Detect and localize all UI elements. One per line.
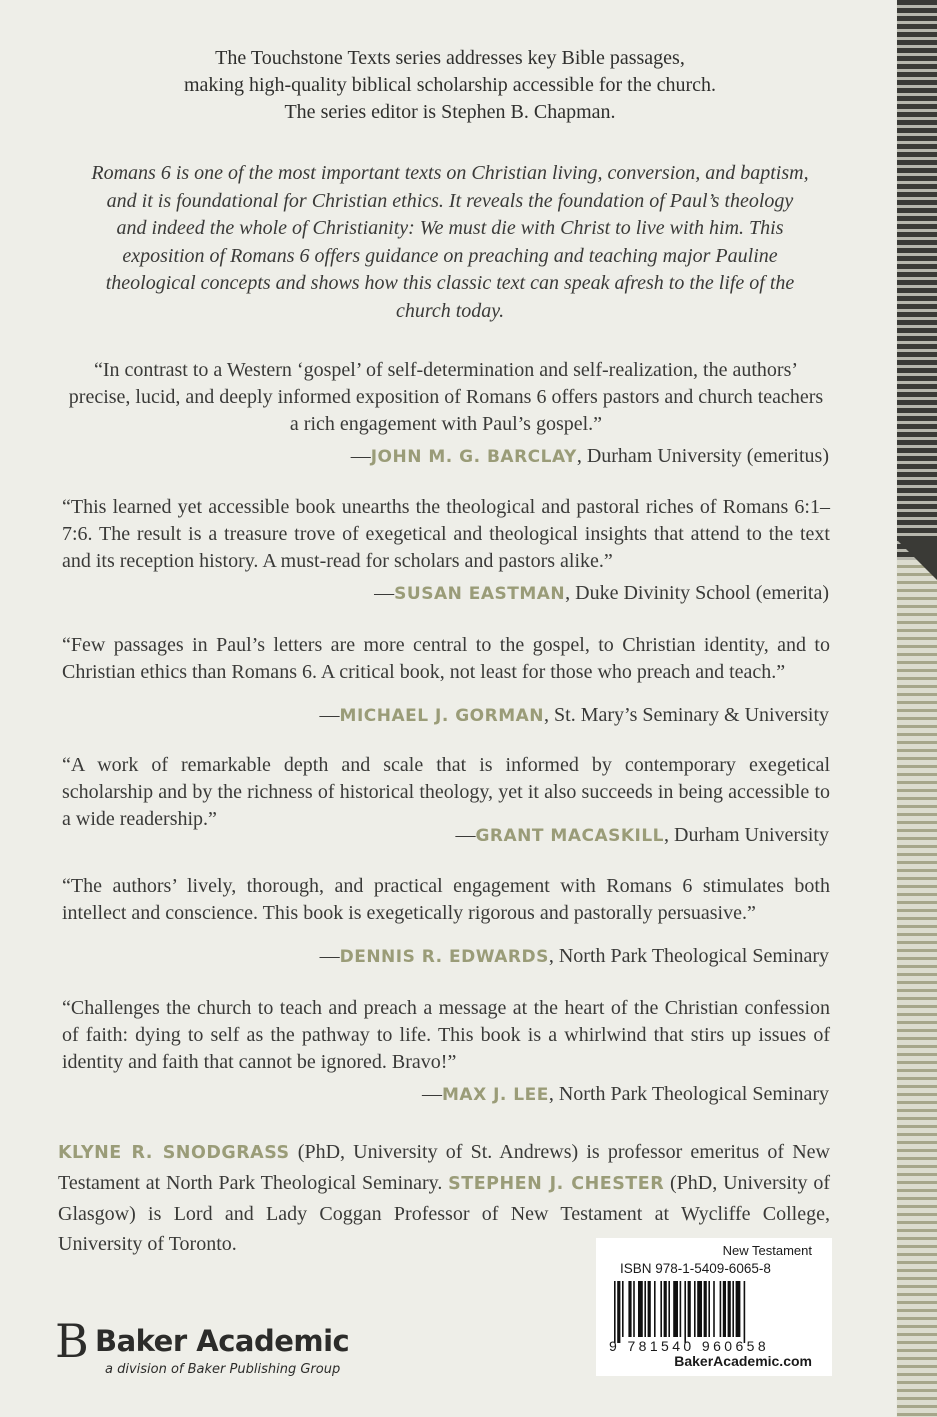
publisher-logo — [55, 1314, 375, 1380]
book-description: Romans 6 is one of the most important texts on Christian living, conversion, and baptism, and it is foundational for Christian ethics. It reveals the foundation of Paul’s theology and indeed the whole of Christianity: We must die with Christ to live with him. This exposition of Romans 6 offers guidance on preaching and teaching major Pauline theological concepts and shows how this classic text can speak afresh to the life of the church today. — [91, 162, 809, 322]
barcode-bar — [648, 1281, 651, 1337]
endorsement-attribution-gorman — [320, 702, 829, 730]
barcode-bar — [668, 1281, 670, 1337]
bisac-category: New Testament — [722, 1243, 812, 1258]
series-intro-line-3: The series editor is Stephen B. Chapman. — [284, 101, 616, 123]
endorser-affiliation: , St. Mary’s Seminary & University — [544, 704, 829, 726]
barcode-bar — [673, 1281, 678, 1337]
barcode-bar — [622, 1281, 624, 1337]
barcode-bar — [688, 1281, 691, 1337]
barcode-bar — [713, 1281, 715, 1337]
author-name-chester: STEPHEN J. CHESTER — [448, 1174, 665, 1194]
barcode-bar — [654, 1281, 656, 1337]
endorsement-quote-gorman: “Few passages in Paul’s letters are more central to the gospel, to Christian identity, and to Christian ethics than Romans 6. A critical book, not least for those who preach and teach.” — [62, 634, 830, 683]
barcode-bar — [708, 1281, 710, 1337]
spine-notch — [897, 540, 937, 580]
em-dash: — — [350, 445, 371, 467]
endorsement-quote-macaskill: “A work of remarkable depth and scale that is informed by contemporary exegetical scholarship and by the richness of historical theology, yet it also succeeds in being accessible to a wide readership.” — [62, 754, 830, 830]
barcode-bar — [633, 1281, 635, 1337]
barcode-bar — [680, 1281, 682, 1337]
series-intro — [100, 45, 800, 126]
endorser-affiliation: , North Park Theological Seminary — [548, 1083, 829, 1105]
barcode-digits: 9 781540 960658 — [609, 1338, 769, 1354]
barcode-bar — [684, 1281, 686, 1343]
endorsement-attribution-lee — [422, 1081, 829, 1109]
publisher-name: Baker Academic — [95, 1324, 350, 1358]
barcode-bar — [664, 1281, 667, 1337]
endorser-name: MAX J. LEE — [442, 1085, 549, 1105]
endorsement-attribution-barclay — [351, 443, 829, 471]
endorser-affiliation: , Durham University (emeritus) — [576, 445, 829, 467]
barcode-bar — [744, 1281, 746, 1343]
endorser-name: GRANT MACASKILL — [475, 826, 665, 846]
barcode-bar — [736, 1281, 741, 1337]
endorsement-quote-lee: “Challenges the church to teach and preach a message at the heart of the Christian confession of faith: dying to self as the pathway to life. This book is a whirlwind that stirs up issues of identity and faith that cannot be ignored. Bravo!” — [62, 997, 830, 1073]
endorsement-attribution-edwards — [320, 943, 829, 971]
spine-dark-stripes — [897, 0, 937, 560]
barcode-bar — [728, 1281, 731, 1337]
endorsement-quote-edwards: “The authors’ lively, thorough, and practical engagement with Romans 6 stimulates both intellect and conscience. This book is exegetically rigorous and pastorally persuasive.” — [62, 875, 830, 924]
endorsement-attribution-eastman — [374, 580, 829, 608]
endorser-affiliation: , Duke Divinity School (emerita) — [565, 582, 829, 604]
author-bio-snodgrass: (PhD, University of St. Andrews) is professor emeritus of New Testament at North Park Theological Seminary. — [58, 1141, 830, 1194]
em-dash: — — [422, 1083, 442, 1105]
endorser-name: DENNIS R. EDWARDS — [339, 947, 549, 967]
publisher-tagline: a division of Baker Publishing Group — [105, 1362, 341, 1377]
barcode-bar — [660, 1281, 662, 1337]
endorsement-quote-barclay: “In contrast to a Western ‘gospel’ of self-determination and self-realization, the authors’ precise, lucid, and deeply informed exposition of Romans 6 offers pastors and church teachers a rich engagement with Paul’s gospel.” — [68, 359, 824, 435]
barcode-bar — [694, 1281, 696, 1337]
endorser-affiliation: , Durham University — [664, 824, 829, 846]
barcode-bar — [723, 1281, 726, 1337]
em-dash: — — [455, 824, 476, 846]
endorser-affiliation: , North Park Theological Seminary — [548, 945, 829, 967]
endorsement-attribution-macaskill — [455, 822, 829, 850]
barcode-bar — [732, 1281, 734, 1337]
publisher-url: BakerAcademic.com — [674, 1353, 812, 1369]
barcode-bar — [614, 1281, 616, 1343]
em-dash: — — [319, 945, 340, 967]
series-intro-line-1: The Touchstone Texts series addresses key Bible passages, — [215, 47, 685, 69]
barcode-bar — [638, 1281, 643, 1337]
barcode-bar — [644, 1281, 646, 1337]
author-name-snodgrass: KLYNE R. SNODGRASS — [58, 1143, 290, 1163]
series-intro-line-2: making high-quality biblical scholarship accessible for the church. — [183, 74, 717, 96]
barcode-bar — [697, 1281, 702, 1337]
isbn-label: ISBN 978-1-5409-6065-8 — [620, 1261, 771, 1276]
endorser-name: MICHAEL J. GORMAN — [339, 706, 545, 726]
author-bio-chester: (PhD, University of Glasgow) is Lord and Lady Coggan Professor of New Testament at Wycliffe College, University of Toronto. — [58, 1172, 830, 1255]
barcode-bar — [704, 1281, 707, 1337]
barcode-bar — [628, 1281, 631, 1337]
barcode-bar — [720, 1281, 722, 1337]
em-dash: — — [374, 582, 395, 604]
baker-b-icon: B — [55, 1314, 89, 1368]
barcode-bar — [617, 1281, 620, 1343]
em-dash: — — [319, 704, 340, 726]
endorsement-quote-eastman: “This learned yet accessible book unearths the theological and pastoral riches of Romans 6:1–7:6. The result is a treasure trove of exegetical and theological insights that attend to the text and its reception history. A must-read for scholars and pastors alike.” — [62, 496, 830, 572]
endorser-name: JOHN M. G. BARCLAY — [370, 447, 577, 467]
barcode-bars — [606, 1281, 812, 1343]
endorser-name: SUSAN EASTMAN — [394, 584, 566, 604]
